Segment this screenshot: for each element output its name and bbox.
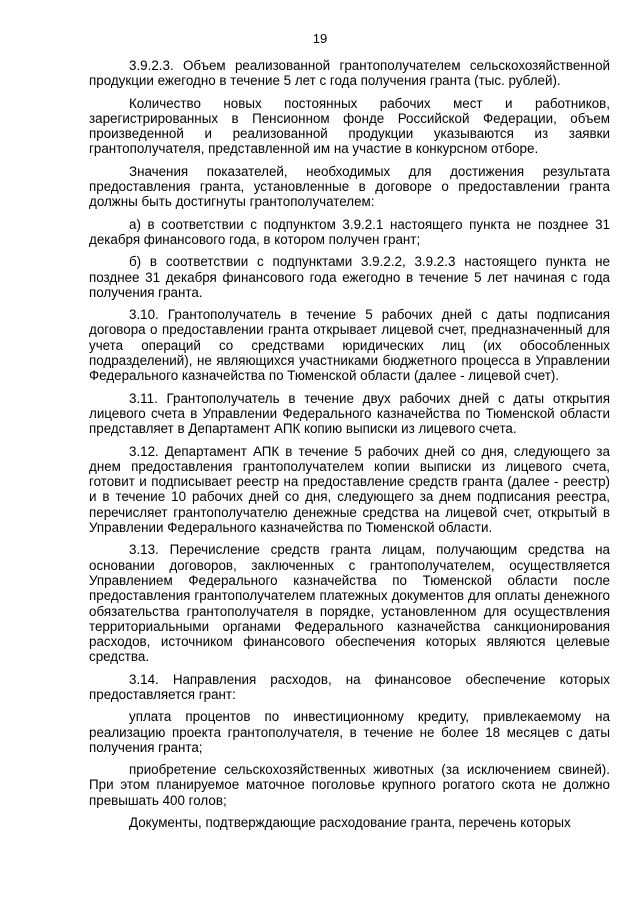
paragraph-jobs-count: Количество новых постоянных рабочих мест и работников, зарегистрированных в Пенсионном фонде Российской Федерации, объем произведенной и реализованной продукции указываются из заявки грантополучателя, представленной им на участие в конкурсном отборе. [89, 95, 610, 157]
paragraph-3-13: 3.13. Перечисление средств гранта лицам, получающим средства на основании договоров, заключенных с грантополучателем, осуществляется Управлением Федерального казначейства по Тюменской области после предоставления грантополучателем платежных документов для оплаты денежного обязательства грантополучателя в порядке, установленном для осуществления территориальными органами Федерального казначейства санкционирования расходов, источником финансового обеспечения которых являются целевые средства. [89, 542, 610, 665]
paragraph-item-b: б) в соответствии с подпунктами 3.9.2.2, 3.9.2.3 настоящего пункта не позднее 31 декабря финансового года ежегодно в течение 5 лет начиная с года получения гранта. [89, 254, 610, 300]
document-body [89, 58, 610, 837]
paragraph-3-9-2-3: 3.9.2.3. Объем реализованной грантополучателем сельскохозяйственной продукции ежегодно в течение 5 лет с года получения гранта (тыс. рублей). [89, 58, 610, 89]
paragraph-documents: Документы, подтверждающие расходование гранта, перечень которых [129, 815, 571, 831]
paragraph-3-14: 3.14. Направления расходов, на финансовое обеспечение которых предоставляется грант: [89, 671, 610, 702]
paragraph-3-12: 3.12. Департамент АПК в течение 5 рабочих дней со дня, следующего за днем предоставления грантополучателем копии выписки из лицевого счета, готовит и подписывает реестр на предоставление средств гранта (далее - реестр) и в течение 10 рабочих дней со дня, следующего за днем подписания реестра, перечисляет грантополучателю денежные средства на лицевой счет, открытый в Управлении Федерального казначейства по Тюменской области. [89, 443, 610, 536]
paragraph-indicator-values: Значения показателей, необходимых для достижения результата предоставления гранта, установленные в договоре о предоставлении гранта должны быть достигнуты грантополучателем: [89, 163, 610, 210]
paragraph-3-10: 3.10. Грантополучатель в течение 5 рабочих дней с даты подписания договора о предоставлении гранта открывает лицевой счет, предназначенный для учета операций со средствами юридических лиц (их обособленных подразделений), не являющихся участниками бюджетного процесса в Управлении Федерального казначейства по Тюменской области (далее - лицевой счет). [89, 307, 610, 384]
paragraph-item-a: а) в соответствии с подпунктом 3.9.2.1 настоящего пункта не позднее 31 декабря финансового года, в котором получен грант; [89, 216, 610, 247]
page-number: 19 [312, 31, 328, 46]
paragraph-3-11: 3.11. Грантополучатель в течение двух рабочих дней с даты открытия лицевого счета в Управлении Федерального казначейства по Тюменской области представляет в Департамент АПК копию выписки из лицевого счета. [89, 390, 610, 437]
paragraph-livestock-purchase: приобретение сельскохозяйственных животных (за исключением свиней). При этом планируемое маточное поголовье крупного рогатого скота не должно превышать 400 голов; [89, 762, 610, 808]
paragraph-interest-payment: уплата процентов по инвестиционному кредиту, привлекаемому на реализацию проекта грантополучателя, в течение не более 18 месяцев с даты получения гранта; [89, 709, 610, 755]
